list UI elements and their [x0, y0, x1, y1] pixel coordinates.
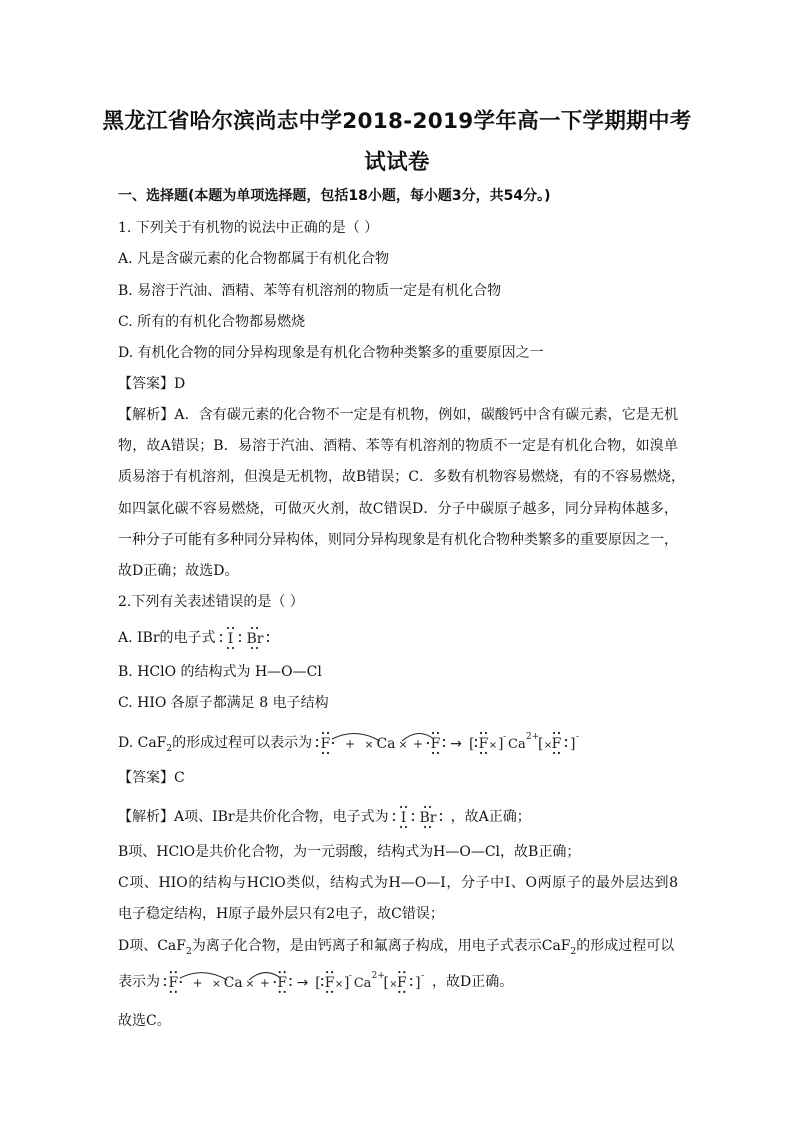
q1-option-d: D. 有机化合物的同分异构现象是有机化合物种类繁多的重要原因之一: [118, 345, 544, 361]
svg-text:]: ]: [415, 974, 421, 991]
q1-option-b: B. 易溶于汽油、酒精、苯等有机溶剂的物质一定是有机化合物: [118, 283, 502, 299]
q2-option-b: B. HClO 的结构式为 H—O—Cl: [118, 664, 322, 680]
q2-analysis-d-text: 为离子化合物，是由钙离子和氟离子构成，用电子式表示CaF: [191, 938, 571, 954]
electron-x: ×: [364, 738, 374, 751]
fluorine-symbol: F: [430, 736, 441, 752]
svg-text:]: ]: [498, 736, 504, 752]
electron-x: ×: [389, 978, 398, 990]
electron-x: ×: [245, 976, 255, 990]
charge-label: -: [348, 971, 352, 982]
ibr-atom-br: Br: [419, 810, 437, 826]
calcium-symbol: Ca: [353, 975, 372, 991]
q2-analysis-c-line1: C项、HIO的结构与HClO类似，结构式为H—O—I，分子中I、O两原子的最外层达到8: [118, 875, 678, 891]
document-title-line1: 黑龙江省哈尔滨尚志中学2018-2019学年高一下学期期中考: [102, 109, 692, 134]
ibr-atom-i: I: [227, 631, 233, 647]
q2-analysis-d-text: 的形成过程可以: [576, 938, 675, 954]
svg-text:]: ]: [343, 974, 350, 991]
plus-sign: +: [413, 737, 424, 751]
reaction-arrow: →: [450, 736, 463, 752]
fluorine-symbol: F: [478, 736, 489, 752]
plus-sign: +: [259, 975, 270, 990]
q1-option-a: A. 凡是含碳元素的化合物都属于有机化合物: [118, 251, 390, 267]
q2-analysis-c-line2: 电子稳定结构，H原子最外层只有2电子，故C错误；: [118, 906, 444, 922]
calcium-symbol: Ca: [223, 974, 243, 991]
fluorine-symbol: F: [168, 974, 179, 991]
q2-analysis-a: [118, 804, 678, 830]
q1-analysis-line: 物，故A错误；B．易溶于汽油、酒精、苯等有机溶剂的物质不一定是有机化合物，如溴单: [118, 438, 678, 454]
electron-x: ×: [398, 738, 408, 751]
electron-x: ×: [543, 740, 553, 751]
q2-option-d: [118, 730, 678, 756]
q2-answer: 【答案】C: [118, 770, 185, 786]
q2-analysis-d-line1: [118, 936, 678, 956]
svg-text:[: [: [469, 736, 475, 752]
reaction-arrow: →: [296, 974, 309, 991]
ibr-atom-i: I: [400, 810, 406, 826]
calcium-symbol: Ca: [508, 737, 526, 752]
subscript: 2: [186, 946, 192, 957]
q2-analysis-d-text: D项、CaF: [118, 938, 186, 954]
q2-conclusion: 故选C。: [118, 1013, 171, 1029]
electron-x: ×: [488, 740, 498, 751]
q2-analysis-a-pre: 【解析】A项、IBr是共价化合物，电子式为: [118, 809, 389, 825]
plus-sign: +: [192, 975, 203, 990]
ibr-atom-br: Br: [246, 631, 264, 647]
section-heading: 一、选择题(本题为单项选择题，包括18小题，每小题3分，共54分。): [118, 188, 551, 204]
charge-label: -: [421, 971, 425, 982]
fluorine-symbol: F: [397, 974, 407, 991]
caf2-formation-diagram: [160, 969, 432, 995]
electron-x: ×: [334, 978, 344, 990]
charge-label: 2+: [371, 971, 385, 982]
q1-answer: 【答案】D: [118, 376, 186, 392]
q2-option-a-text: A. IBr的电子式: [118, 630, 216, 646]
q1-analysis-line: 一种分子可能有多种同分异构体，则同分异构现象是有机化合物种类繁多的重要原因之一，: [118, 532, 678, 548]
q2-analysis-d-pre: 表示为: [118, 974, 160, 990]
fluorine-symbol: F: [324, 974, 335, 991]
fluorine-symbol: F: [277, 974, 287, 991]
calcium-symbol: Ca: [376, 736, 396, 752]
svg-text:[: [: [315, 974, 321, 991]
q1-option-c: C. 所有的有机化合物都易燃烧: [118, 314, 306, 330]
q2-analysis-d-post: ，故D正确。: [432, 974, 514, 990]
ibr-electron-formula: [389, 804, 451, 830]
q2-option-d-suffix: 的形成过程可以表示为: [172, 735, 313, 751]
fluorine-symbol: F: [320, 736, 331, 752]
fluorine-symbol: F: [551, 736, 562, 752]
q2-option-c: C. HIO 各原子都满足 8 电子结构: [118, 695, 329, 711]
q2-stem: 2.下列有关表述错误的是（ ）: [118, 594, 304, 610]
q1-analysis-line: 【解析】A．含有碳元素的化合物不一定是有机物，例如，碳酸钙中含有碳元素，它是无机: [118, 407, 678, 423]
q1-stem: 1. 下列关于有机物的说法中正确的是（ ）: [118, 220, 379, 236]
caf2-formation-diagram: [312, 730, 587, 756]
plus-sign: +: [345, 737, 356, 751]
q2-analysis-d-line2: [118, 969, 678, 995]
document-title-line2: 试试卷: [364, 150, 430, 175]
svg-text:[: [: [383, 974, 389, 991]
subscript: 2: [166, 743, 173, 754]
q1-analysis-line: 如四氯化碳不容易燃烧，可做灭火剂，故C错误D．分子中碳原子越多，同分异构体越多，: [118, 501, 678, 517]
charge-label: -: [503, 732, 507, 742]
q2-option-d-prefix: D. CaF: [118, 735, 167, 751]
ibr-electron-formula: [216, 625, 282, 651]
q1-analysis-line: 质易溶于有机溶剂，但溴是无机物，故B错误；C．多数有机物容易燃烧，有的不容易燃烧，: [118, 469, 685, 485]
q2-analysis-b: B项、HClO是共价化合物，为一元弱酸，结构式为H—O—Cl，故B正确；: [118, 844, 581, 860]
charge-label: -: [576, 732, 580, 742]
electron-x: ×: [211, 976, 221, 990]
q1-analysis-line: 故D正确；故选D。: [118, 563, 239, 579]
svg-text:[: [: [538, 736, 544, 752]
q2-analysis-a-post: ，故A正确；: [450, 809, 531, 825]
subscript: 2: [570, 946, 577, 957]
q2-option-a: [118, 625, 678, 651]
svg-text:]: ]: [570, 736, 576, 752]
charge-label: 2+: [526, 732, 540, 742]
